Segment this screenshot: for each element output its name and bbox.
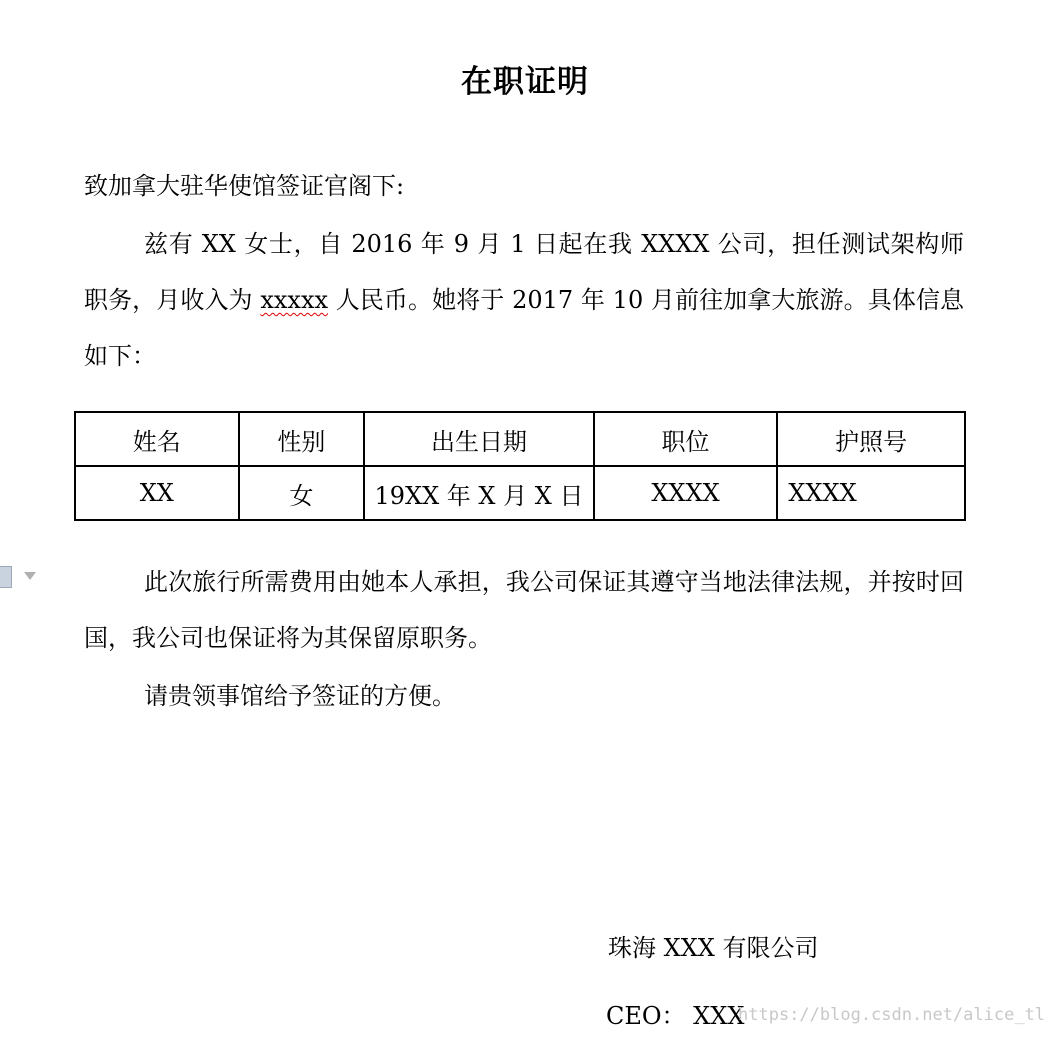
intro-text-2: 人民币。她将于 2017 年 10 月前往加拿大旅游。具体信息如下：	[84, 286, 964, 370]
company-name: 珠海 XXX 有限公司	[608, 934, 819, 962]
intro-text-1: 兹有 XX 女士，自 2016 年 9 月 1 日起在我 XXXX 公司，担任测试架构师职务，月收入为	[84, 230, 964, 314]
header-position: 职位	[594, 412, 778, 466]
salutation: 致加拿大驻华使馆签证官阁下:	[84, 172, 405, 200]
request-paragraph: 请贵领事馆给予签证的方便。	[144, 682, 456, 710]
cell-gender: 女	[239, 466, 365, 520]
header-birthdate: 出生日期	[364, 412, 593, 466]
table-row	[75, 466, 965, 520]
header-passport: 护照号	[777, 412, 965, 466]
watermark-url: https://blog.csdn.net/alice_tl	[738, 1005, 1046, 1025]
cell-position: XXXX	[594, 466, 778, 520]
header-name: 姓名	[75, 412, 239, 466]
costs-paragraph: 此次旅行所需费用由她本人承担，我公司保证其遵守当地法律法规，并按时回国，我公司也保证将为其保留原职务。	[84, 568, 964, 652]
header-gender: 性别	[239, 412, 365, 466]
spellcheck-flagged-word[interactable]: xxxxx	[260, 286, 329, 314]
chevron-down-icon[interactable]	[24, 572, 36, 580]
ceo-signature: CEO： XXX	[606, 1002, 745, 1030]
info-table	[74, 411, 966, 521]
document-icon	[0, 566, 12, 588]
page-title: 在职证明	[461, 64, 589, 100]
paste-options-widget[interactable]	[0, 566, 40, 590]
intro-paragraph	[84, 216, 964, 384]
cell-name: XX	[75, 466, 239, 520]
cell-birthdate: 19XX 年 X 月 X 日	[364, 466, 593, 520]
table-header-row	[75, 412, 965, 466]
cell-passport: XXXX	[777, 466, 965, 520]
